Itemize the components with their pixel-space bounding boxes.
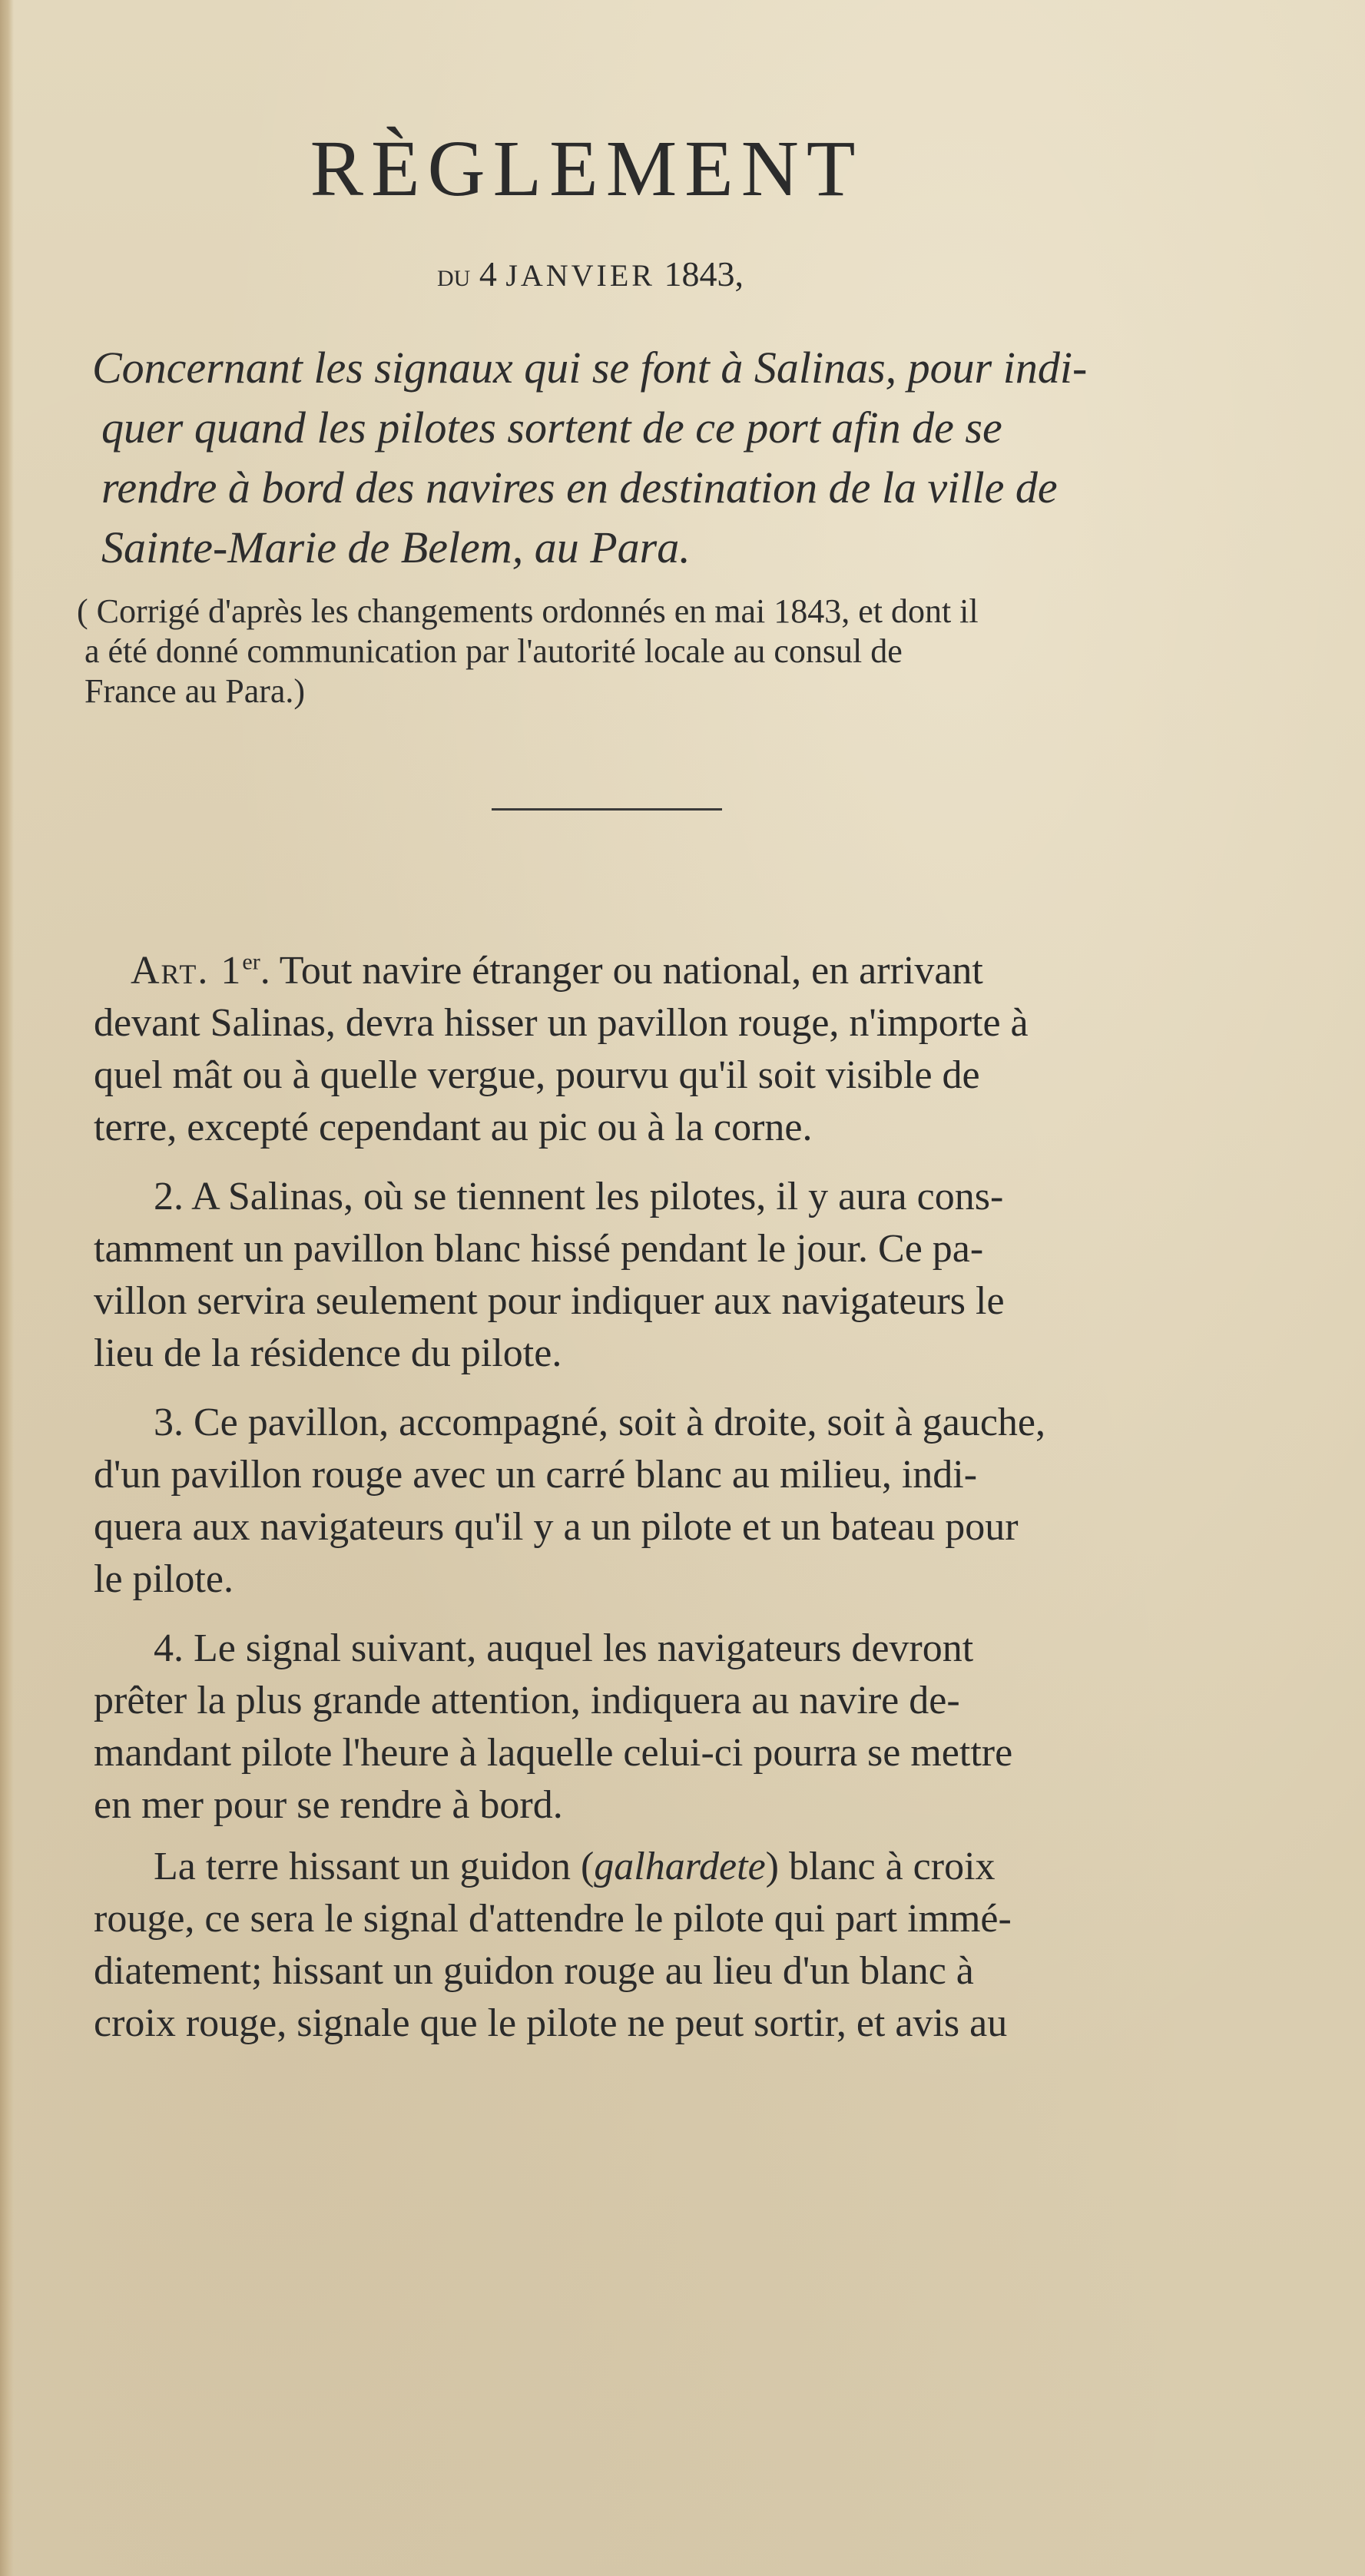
- date-month: JANVIER: [505, 258, 655, 293]
- section-divider: [492, 808, 722, 811]
- article-line: mandant pilote l'heure à laquelle celui-ci pourra se mettre: [94, 1731, 1013, 1775]
- article-line: le pilote.: [94, 1557, 234, 1601]
- article-label: 3.: [154, 1401, 184, 1444]
- article-3: [77, 1397, 1229, 1606]
- article-text: A Salinas, où se tiennent les pilotes, il y aura cons-: [184, 1175, 1004, 1218]
- date-line: [437, 254, 744, 294]
- subject-line: rendre à bord des navires en destination de la ville de: [101, 462, 1058, 512]
- article-line: devant Salinas, devra hisser un pavillon rouge, n'importe à: [94, 1001, 1029, 1045]
- subject-line: Sainte-Marie de Belem, au Para.: [101, 522, 691, 572]
- note-line: ( Corrigé d'après les changements ordonnés en mai 1843, et dont il: [77, 592, 979, 630]
- article-line: terre, excepté cependant au pic ou à la corne.: [94, 1106, 813, 1149]
- article-label: Art. 1: [131, 949, 243, 993]
- subject-line: Concernant les signaux qui se font à Salinas, pour indi-: [92, 343, 1088, 393]
- article-label: 2.: [154, 1175, 184, 1218]
- subject-line: quer quand les pilotes sortent de ce port afin de se: [101, 403, 1002, 453]
- final-italic-term: galhardete: [594, 1845, 766, 1888]
- date-prefix: DU: [436, 266, 471, 291]
- final-text-after: ) blanc à croix: [765, 1845, 996, 1888]
- article-line: quel mât ou à quelle vergue, pourvu qu'il soit visible de: [94, 1053, 980, 1097]
- final-line: croix rouge, signale que le pilote ne peut sortir, et avis au: [94, 2001, 1008, 2045]
- article-line: lieu de la résidence du pilote.: [94, 1331, 562, 1375]
- correction-note: [77, 592, 1198, 711]
- article-first-line: [77, 1623, 1229, 1675]
- article-first-line: [77, 1171, 1229, 1223]
- document-title: [0, 123, 1365, 214]
- note-line: France au Para.): [84, 672, 306, 710]
- article-line: quera aux navigateurs qu'il y a un pilote et un bateau pour: [94, 1505, 1019, 1549]
- article-4: [77, 1623, 1229, 1832]
- subject-paragraph: [92, 338, 1198, 578]
- note-line: a été donné communication par l'autorité locale au consul de: [84, 632, 903, 670]
- article-text: Ce pavillon, accompagné, soit à droite, soit à gauche,: [184, 1401, 1045, 1444]
- article-first-line: [77, 1397, 1229, 1449]
- article-label-sup: er: [242, 949, 260, 975]
- article-line: prêter la plus grande attention, indiquera au navire de-: [94, 1679, 960, 1722]
- title-text: RÈGLEMENT: [310, 124, 863, 213]
- binding-edge: [0, 0, 14, 2576]
- article-2: [77, 1171, 1229, 1380]
- article-text: Le signal suivant, auquel les navigateurs devront: [184, 1626, 974, 1670]
- final-paragraph: [77, 1841, 1229, 2050]
- article-1: [77, 945, 1229, 1154]
- article-first-line: [77, 945, 1229, 997]
- article-text: . Tout navire étranger ou national, en arrivant: [260, 949, 983, 993]
- document-date: [0, 254, 1365, 294]
- article-line: tamment un pavillon blanc hissé pendant le jour. Ce pa-: [94, 1227, 984, 1271]
- article-line: villon servira seulement pour indiquer aux navigateurs le: [94, 1279, 1005, 1323]
- article-line: en mer pour se rendre à bord.: [94, 1783, 563, 1827]
- article-line: d'un pavillon rouge avec un carré blanc au milieu, indi-: [94, 1453, 978, 1497]
- date-day: 4: [479, 254, 497, 293]
- final-line: diatement; hissant un guidon rouge au lieu d'un blanc à: [94, 1949, 974, 1993]
- articles-body: [77, 945, 1229, 2067]
- final-text-before: La terre hissant un guidon (: [154, 1845, 595, 1888]
- article-label: 4.: [154, 1626, 184, 1670]
- final-first-line: [77, 1841, 1229, 1893]
- final-line: rouge, ce sera le signal d'attendre le pilote qui part immé-: [94, 1897, 1012, 1941]
- date-year: 1843,: [664, 254, 744, 293]
